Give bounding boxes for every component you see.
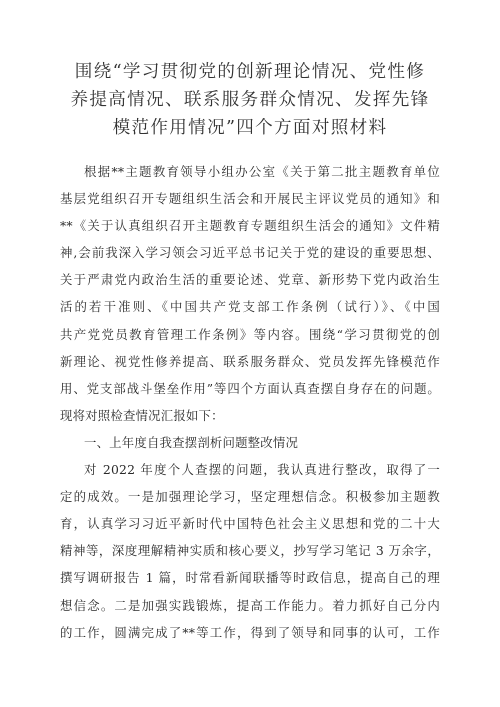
section-heading-text: 一、上年度自我查摆剖析问题整改情况 [84, 434, 299, 450]
text-line: 活的若干准则、《中国共产党支部工作条例（试行）》、《中国 [60, 299, 440, 315]
text-line: 基层党组织召开专题组织生活会和开展民主评议党员的通知》和 [60, 191, 440, 207]
text-line: 用、党支部战斗堡垒作用”等四个方面认真查摆自身存在的问题。 [60, 380, 440, 396]
text-line: 精神等，深度理解精神实质和核心要义，抄写学习笔记 3 万余字， [60, 543, 440, 559]
title-line: 围绕“学习贯彻党的创新理论情况、党性修 [74, 62, 426, 82]
text-line: 对 2022 年度个人查摆的问题，我认真进行整改，取得了一 [84, 462, 440, 478]
section-heading [60, 429, 440, 456]
text-line: 共产党党员教育管理工作条例》等内容。围绕“学习贯彻党的创 [60, 326, 440, 342]
title-line: 模范作用情况”四个方面对照材料 [112, 118, 388, 138]
text-line: **《关于认真组织召开主题教育专题组织生活会的通知》文件精 [60, 218, 440, 234]
text-line: 关于严肃党内政治生活的重要论述、党章、新形势下党内政治生 [60, 272, 440, 288]
text-line: 撰写调研报告 1 篇，时常看新闻联播等时政信息，提高自己的理 [60, 570, 440, 586]
text-line: 神,会前我深入学习领会习近平总书记关于党的建设的重要思想、 [60, 245, 440, 261]
body-paragraph [60, 456, 440, 646]
text-line: 现将对照检查情况汇报如下： [60, 407, 224, 423]
text-line: 育，认真学习习近平新时代中国特色社会主义思想和党的二十大 [60, 516, 440, 532]
text-line: 新理论、视党性修养提高、联系服务群众、党员发挥先锋模范作 [60, 353, 440, 369]
text-line: 的工作，圆满完成了**等工作，得到了领导和同事的认可，工作 [60, 624, 440, 640]
text-line: 想信念。二是加强实践锻炼，提高工作能力。着力抓好自己分内 [60, 597, 440, 613]
text-line: 定的成效。一是加强理论学习，坚定理想信念。积极参加主题教 [60, 489, 440, 505]
text-line: 根据**主题教育领导小组办公室《关于第二批主题教育单位 [84, 164, 440, 179]
intro-paragraph [60, 158, 440, 429]
title-line: 养提高情况、联系服务群众情况、发挥先锋 [70, 90, 430, 110]
document-title [60, 58, 440, 142]
